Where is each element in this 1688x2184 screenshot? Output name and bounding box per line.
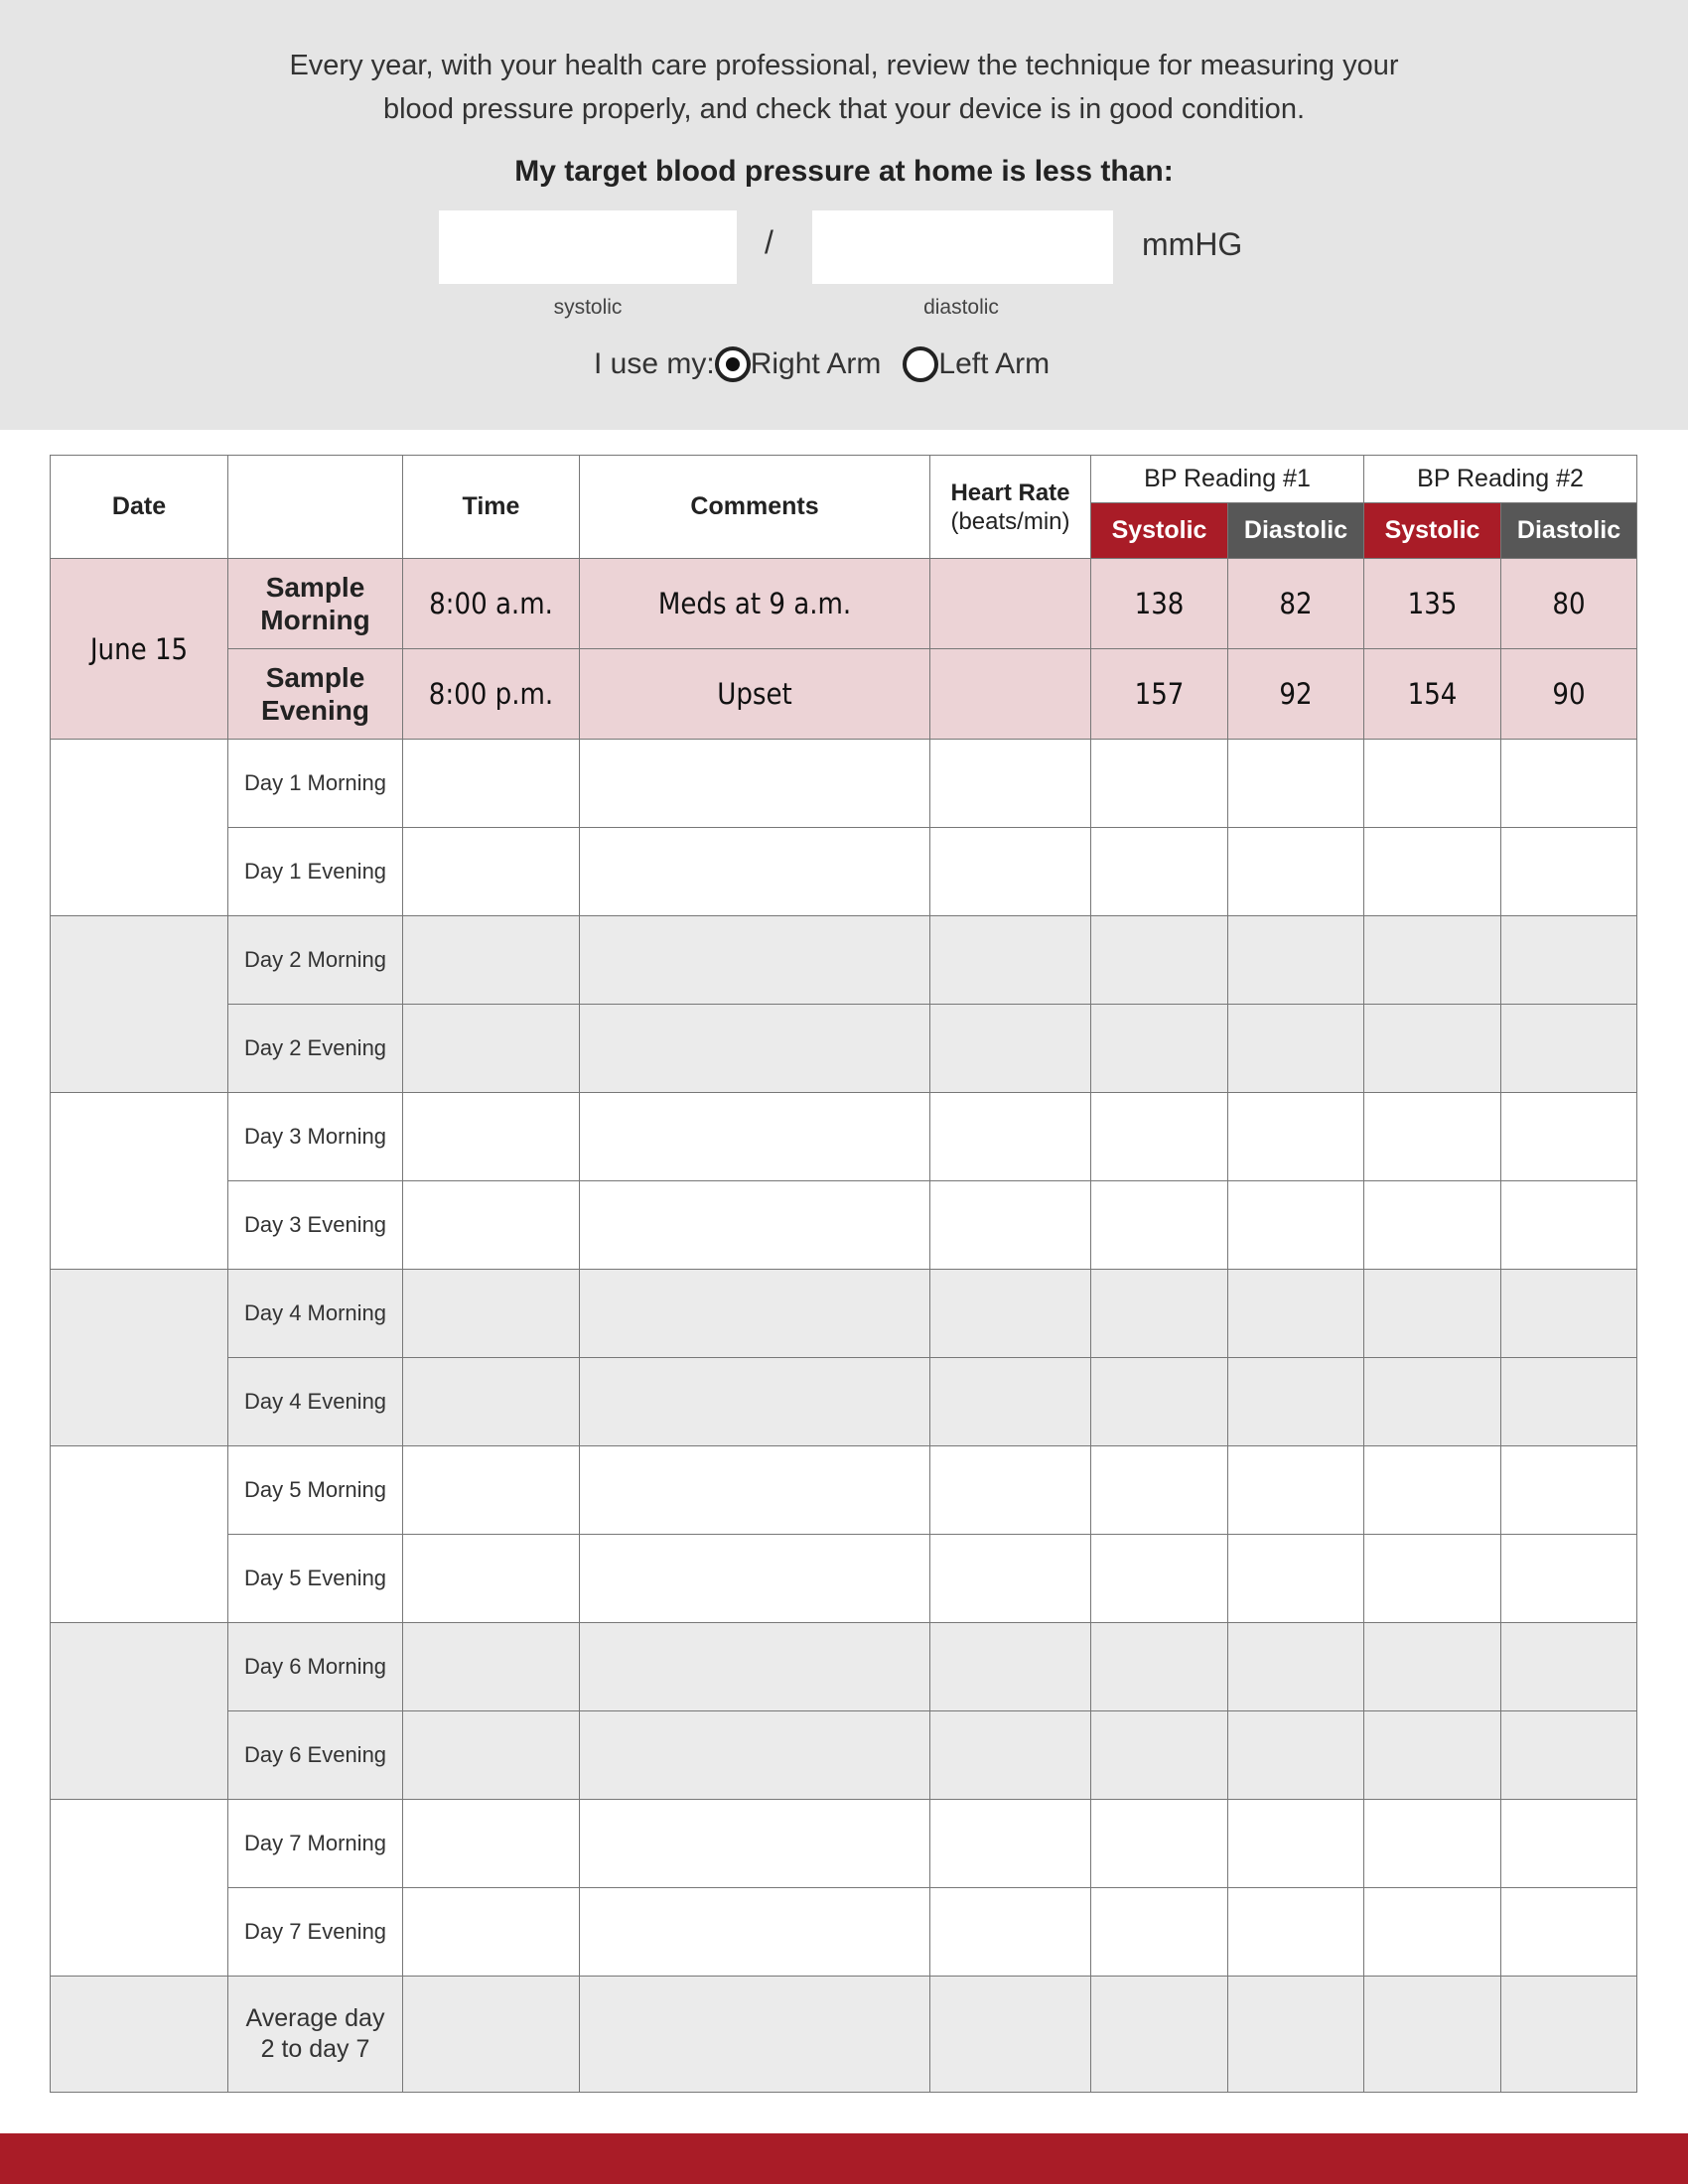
sample-time: 8:00 p.m.: [403, 649, 580, 740]
day-period-label: Day 2 Evening: [228, 1005, 403, 1093]
sample-bp1-systolic: 138: [1091, 559, 1228, 649]
day-period-label: Day 6 Morning: [228, 1623, 403, 1711]
day-comments-cell[interactable]: [580, 828, 930, 916]
blood-pressure-log-table: [50, 455, 1637, 2093]
day-bp2-diastolic-cell[interactable]: [1501, 916, 1637, 1005]
day-time-cell[interactable]: [403, 1888, 580, 1977]
day-date-cell[interactable]: [51, 1623, 228, 1800]
day-bp1-diastolic-cell[interactable]: [1228, 916, 1364, 1005]
sample-bp1-systolic: 157: [1091, 649, 1228, 740]
day-heart-rate-cell[interactable]: [930, 1446, 1091, 1535]
day-row: [51, 916, 1637, 1005]
day-heart-rate-cell[interactable]: [930, 1623, 1091, 1711]
sample-bp1-diastolic: 82: [1228, 559, 1364, 649]
day-heart-rate-cell[interactable]: [930, 1800, 1091, 1888]
day-bp2-systolic-cell[interactable]: [1364, 740, 1501, 828]
header-heart-rate-line2: (beats/min): [950, 507, 1070, 535]
day-bp2-systolic-cell[interactable]: [1364, 1358, 1501, 1446]
day-period-label: Day 4 Morning: [228, 1270, 403, 1358]
day-date-cell[interactable]: [51, 1800, 228, 1977]
day-bp1-systolic-cell[interactable]: [1091, 740, 1228, 828]
average-row: [51, 1977, 1637, 2093]
day-row: [51, 1181, 1637, 1270]
day-bp2-systolic-cell[interactable]: [1364, 916, 1501, 1005]
sample-heart-rate: [930, 649, 1091, 740]
day-period-label: Day 3 Morning: [228, 1093, 403, 1181]
day-bp2-diastolic-cell[interactable]: [1501, 1270, 1637, 1358]
day-period-label: Day 4 Evening: [228, 1358, 403, 1446]
day-bp2-systolic-cell[interactable]: [1364, 1093, 1501, 1181]
day-bp1-diastolic-cell[interactable]: [1228, 1270, 1364, 1358]
average-label-line1: Average day: [245, 2004, 385, 2032]
day-bp1-systolic-cell[interactable]: [1091, 916, 1228, 1005]
sample-comments: Upset: [580, 649, 930, 740]
day-bp2-diastolic-cell[interactable]: [1501, 1005, 1637, 1093]
day-bp1-diastolic-cell[interactable]: [1228, 1888, 1364, 1977]
day-time-cell[interactable]: [403, 1711, 580, 1800]
day-comments-cell[interactable]: [580, 1888, 930, 1977]
footer-band: [0, 2133, 1688, 2184]
day-time-cell[interactable]: [403, 1093, 580, 1181]
day-bp2-systolic-cell[interactable]: [1364, 1800, 1501, 1888]
day-bp1-diastolic-cell[interactable]: [1228, 1358, 1364, 1446]
day-row: [51, 1093, 1637, 1181]
day-comments-cell[interactable]: [580, 1005, 930, 1093]
day-row: [51, 1358, 1637, 1446]
header-bp-reading-2: BP Reading #2: [1364, 456, 1637, 503]
average-bp1-systolic-cell[interactable]: [1091, 1977, 1228, 2093]
header-bp-reading-1: BP Reading #1: [1091, 456, 1364, 503]
header-bp1-systolic: Systolic: [1091, 503, 1228, 559]
day-row: [51, 1535, 1637, 1623]
day-bp2-diastolic-cell[interactable]: [1501, 1711, 1637, 1800]
average-time-cell[interactable]: [403, 1977, 580, 2093]
sample-bp1-diastolic: 92: [1228, 649, 1364, 740]
systolic-label: systolic: [553, 296, 623, 319]
day-time-cell[interactable]: [403, 828, 580, 916]
target-title: My target blood pressure at home is less than:: [514, 155, 1174, 188]
day-bp1-diastolic-cell[interactable]: [1228, 1446, 1364, 1535]
day-bp2-systolic-cell[interactable]: [1364, 1270, 1501, 1358]
day-comments-cell[interactable]: [580, 916, 930, 1005]
sample-label-line2: Evening: [261, 695, 369, 726]
day-period-label: Day 7 Evening: [228, 1888, 403, 1977]
day-date-cell[interactable]: [51, 1446, 228, 1623]
header-bp1-diastolic: Diastolic: [1228, 503, 1364, 559]
day-time-cell[interactable]: [403, 1181, 580, 1270]
day-bp2-diastolic-cell[interactable]: [1501, 1093, 1637, 1181]
day-bp2-systolic-cell[interactable]: [1364, 1711, 1501, 1800]
day-heart-rate-cell[interactable]: [930, 1093, 1091, 1181]
day-period-label: Day 3 Evening: [228, 1181, 403, 1270]
day-bp1-systolic-cell[interactable]: [1091, 1888, 1228, 1977]
day-bp2-systolic-cell[interactable]: [1364, 1888, 1501, 1977]
day-row: [51, 1711, 1637, 1800]
target-diastolic-input[interactable]: [812, 210, 1113, 284]
diastolic-label: diastolic: [923, 296, 999, 319]
left-arm-label[interactable]: Left Arm: [938, 347, 1051, 380]
day-bp2-systolic-cell[interactable]: [1364, 1535, 1501, 1623]
day-comments-cell[interactable]: [580, 1623, 930, 1711]
average-bp2-diastolic-cell[interactable]: [1501, 1977, 1637, 2093]
day-heart-rate-cell[interactable]: [930, 1181, 1091, 1270]
day-bp2-diastolic-cell[interactable]: [1501, 1623, 1637, 1711]
day-period-label: Day 5 Morning: [228, 1446, 403, 1535]
day-bp1-systolic-cell[interactable]: [1091, 1800, 1228, 1888]
header-heart-rate: [930, 456, 1091, 559]
day-heart-rate-cell[interactable]: [930, 1535, 1091, 1623]
header-time: Time: [403, 456, 580, 559]
day-date-cell[interactable]: [51, 740, 228, 916]
day-comments-cell[interactable]: [580, 1270, 930, 1358]
day-bp1-systolic-cell[interactable]: [1091, 1093, 1228, 1181]
day-bp1-systolic-cell[interactable]: [1091, 1446, 1228, 1535]
day-bp1-diastolic-cell[interactable]: [1228, 740, 1364, 828]
sample-bp2-systolic: 135: [1364, 559, 1501, 649]
average-comments-cell[interactable]: [580, 1977, 930, 2093]
day-heart-rate-cell[interactable]: [930, 1270, 1091, 1358]
average-heart-rate-cell[interactable]: [930, 1977, 1091, 2093]
day-bp2-diastolic-cell[interactable]: [1501, 828, 1637, 916]
day-bp1-systolic-cell[interactable]: [1091, 1623, 1228, 1711]
day-bp1-diastolic-cell[interactable]: [1228, 1711, 1364, 1800]
day-time-cell[interactable]: [403, 1623, 580, 1711]
header-comments: Comments: [580, 456, 930, 559]
day-bp1-diastolic-cell[interactable]: [1228, 1535, 1364, 1623]
day-bp1-systolic-cell[interactable]: [1091, 1535, 1228, 1623]
day-time-cell[interactable]: [403, 1800, 580, 1888]
day-period-label: Day 1 Evening: [228, 828, 403, 916]
day-comments-cell[interactable]: [580, 1711, 930, 1800]
day-heart-rate-cell[interactable]: [930, 1711, 1091, 1800]
sample-label-line2: Morning: [260, 605, 370, 635]
day-bp2-systolic-cell[interactable]: [1364, 1623, 1501, 1711]
day-bp1-systolic-cell[interactable]: [1091, 1270, 1228, 1358]
day-comments-cell[interactable]: [580, 1181, 930, 1270]
separator: /: [765, 224, 774, 260]
day-heart-rate-cell[interactable]: [930, 1358, 1091, 1446]
sample-comments: Meds at 9 a.m.: [580, 559, 930, 649]
day-comments-cell[interactable]: [580, 1358, 930, 1446]
average-label: [228, 1977, 403, 2093]
sample-label-line1: Sample: [265, 662, 365, 693]
day-heart-rate-cell[interactable]: [930, 828, 1091, 916]
day-comments-cell[interactable]: [580, 1446, 930, 1535]
sample-bp2-systolic: 154: [1364, 649, 1501, 740]
day-heart-rate-cell[interactable]: [930, 916, 1091, 1005]
day-bp1-diastolic-cell[interactable]: [1228, 1800, 1364, 1888]
day-time-cell[interactable]: [403, 1535, 580, 1623]
average-date-cell[interactable]: [51, 1977, 228, 2093]
day-bp1-diastolic-cell[interactable]: [1228, 1623, 1364, 1711]
sample-bp2-diastolic: 80: [1501, 559, 1637, 649]
day-bp2-systolic-cell[interactable]: [1364, 1005, 1501, 1093]
arm-selection: [594, 342, 1071, 386]
day-heart-rate-cell[interactable]: [930, 1888, 1091, 1977]
header-heart-rate-line1: Heart Rate: [950, 478, 1070, 506]
day-row: [51, 828, 1637, 916]
radio-selected-dot-icon: [726, 357, 740, 371]
day-bp2-diastolic-cell[interactable]: [1501, 740, 1637, 828]
day-row: [51, 740, 1637, 828]
day-period-label: Day 2 Morning: [228, 916, 403, 1005]
intro-line-2: blood pressure properly, and check that your device is in good condition.: [382, 93, 1305, 125]
day-date-cell[interactable]: [51, 1093, 228, 1270]
day-time-cell[interactable]: [403, 740, 580, 828]
day-comments-cell[interactable]: [580, 740, 930, 828]
day-period-label: Day 1 Morning: [228, 740, 403, 828]
day-row: [51, 1800, 1637, 1888]
day-row: [51, 1888, 1637, 1977]
right-arm-radio[interactable]: [715, 346, 751, 382]
day-rows: [51, 740, 1637, 1977]
day-period-label: Day 7 Morning: [228, 1800, 403, 1888]
day-row: [51, 1270, 1637, 1358]
day-bp2-diastolic-cell[interactable]: [1501, 1888, 1637, 1977]
day-period-label: Day 6 Evening: [228, 1711, 403, 1800]
day-row: [51, 1446, 1637, 1535]
header-bp2-systolic: Systolic: [1364, 503, 1501, 559]
day-bp2-diastolic-cell[interactable]: [1501, 1358, 1637, 1446]
header-bp2-diastolic: Diastolic: [1501, 503, 1637, 559]
sample-date: June 15: [51, 559, 228, 740]
day-bp2-diastolic-cell[interactable]: [1501, 1446, 1637, 1535]
arm-prompt: I use my:: [594, 347, 715, 380]
left-arm-radio[interactable]: [903, 346, 938, 382]
day-time-cell[interactable]: [403, 1005, 580, 1093]
sample-row-evening: [51, 649, 1637, 740]
day-row: [51, 1623, 1637, 1711]
day-bp2-systolic-cell[interactable]: [1364, 1446, 1501, 1535]
day-bp2-diastolic-cell[interactable]: [1501, 1800, 1637, 1888]
day-bp2-systolic-cell[interactable]: [1364, 828, 1501, 916]
day-heart-rate-cell[interactable]: [930, 1005, 1091, 1093]
day-date-cell[interactable]: [51, 1270, 228, 1446]
sample-evening-label: [228, 649, 403, 740]
day-bp1-diastolic-cell[interactable]: [1228, 1005, 1364, 1093]
header-period: [228, 456, 403, 559]
average-label-line2: 2 to day 7: [260, 2035, 370, 2063]
day-bp2-diastolic-cell[interactable]: [1501, 1535, 1637, 1623]
average-bp1-diastolic-cell[interactable]: [1228, 1977, 1364, 2093]
average-bp2-systolic-cell[interactable]: [1364, 1977, 1501, 2093]
day-time-cell[interactable]: [403, 1358, 580, 1446]
day-bp2-systolic-cell[interactable]: [1364, 1181, 1501, 1270]
header-date: Date: [51, 456, 228, 559]
day-comments-cell[interactable]: [580, 1800, 930, 1888]
day-comments-cell[interactable]: [580, 1535, 930, 1623]
day-bp1-diastolic-cell[interactable]: [1228, 828, 1364, 916]
sample-time: 8:00 a.m.: [403, 559, 580, 649]
day-row: [51, 1005, 1637, 1093]
sample-heart-rate: [930, 559, 1091, 649]
target-systolic-input[interactable]: [439, 210, 737, 284]
unit-label: mmHG: [1142, 226, 1243, 262]
day-period-label: Day 5 Evening: [228, 1535, 403, 1623]
intro-line-1: Every year, with your health care professional, review the technique for measuring your: [289, 50, 1399, 81]
day-bp1-systolic-cell[interactable]: [1091, 1005, 1228, 1093]
intro-text: [149, 44, 1539, 131]
day-bp1-diastolic-cell[interactable]: [1228, 1181, 1364, 1270]
day-bp2-diastolic-cell[interactable]: [1501, 1181, 1637, 1270]
sample-row-morning: [51, 559, 1637, 649]
day-time-cell[interactable]: [403, 916, 580, 1005]
day-bp1-systolic-cell[interactable]: [1091, 1358, 1228, 1446]
day-bp1-systolic-cell[interactable]: [1091, 828, 1228, 916]
day-date-cell[interactable]: [51, 916, 228, 1093]
day-bp1-diastolic-cell[interactable]: [1228, 1093, 1364, 1181]
day-time-cell[interactable]: [403, 1270, 580, 1358]
sample-morning-label: [228, 559, 403, 649]
day-time-cell[interactable]: [403, 1446, 580, 1535]
sample-bp2-diastolic: 90: [1501, 649, 1637, 740]
day-bp1-systolic-cell[interactable]: [1091, 1181, 1228, 1270]
day-comments-cell[interactable]: [580, 1093, 930, 1181]
day-bp1-systolic-cell[interactable]: [1091, 1711, 1228, 1800]
sample-label-line1: Sample: [265, 572, 365, 603]
right-arm-label[interactable]: Right Arm: [750, 347, 882, 380]
day-heart-rate-cell[interactable]: [930, 740, 1091, 828]
